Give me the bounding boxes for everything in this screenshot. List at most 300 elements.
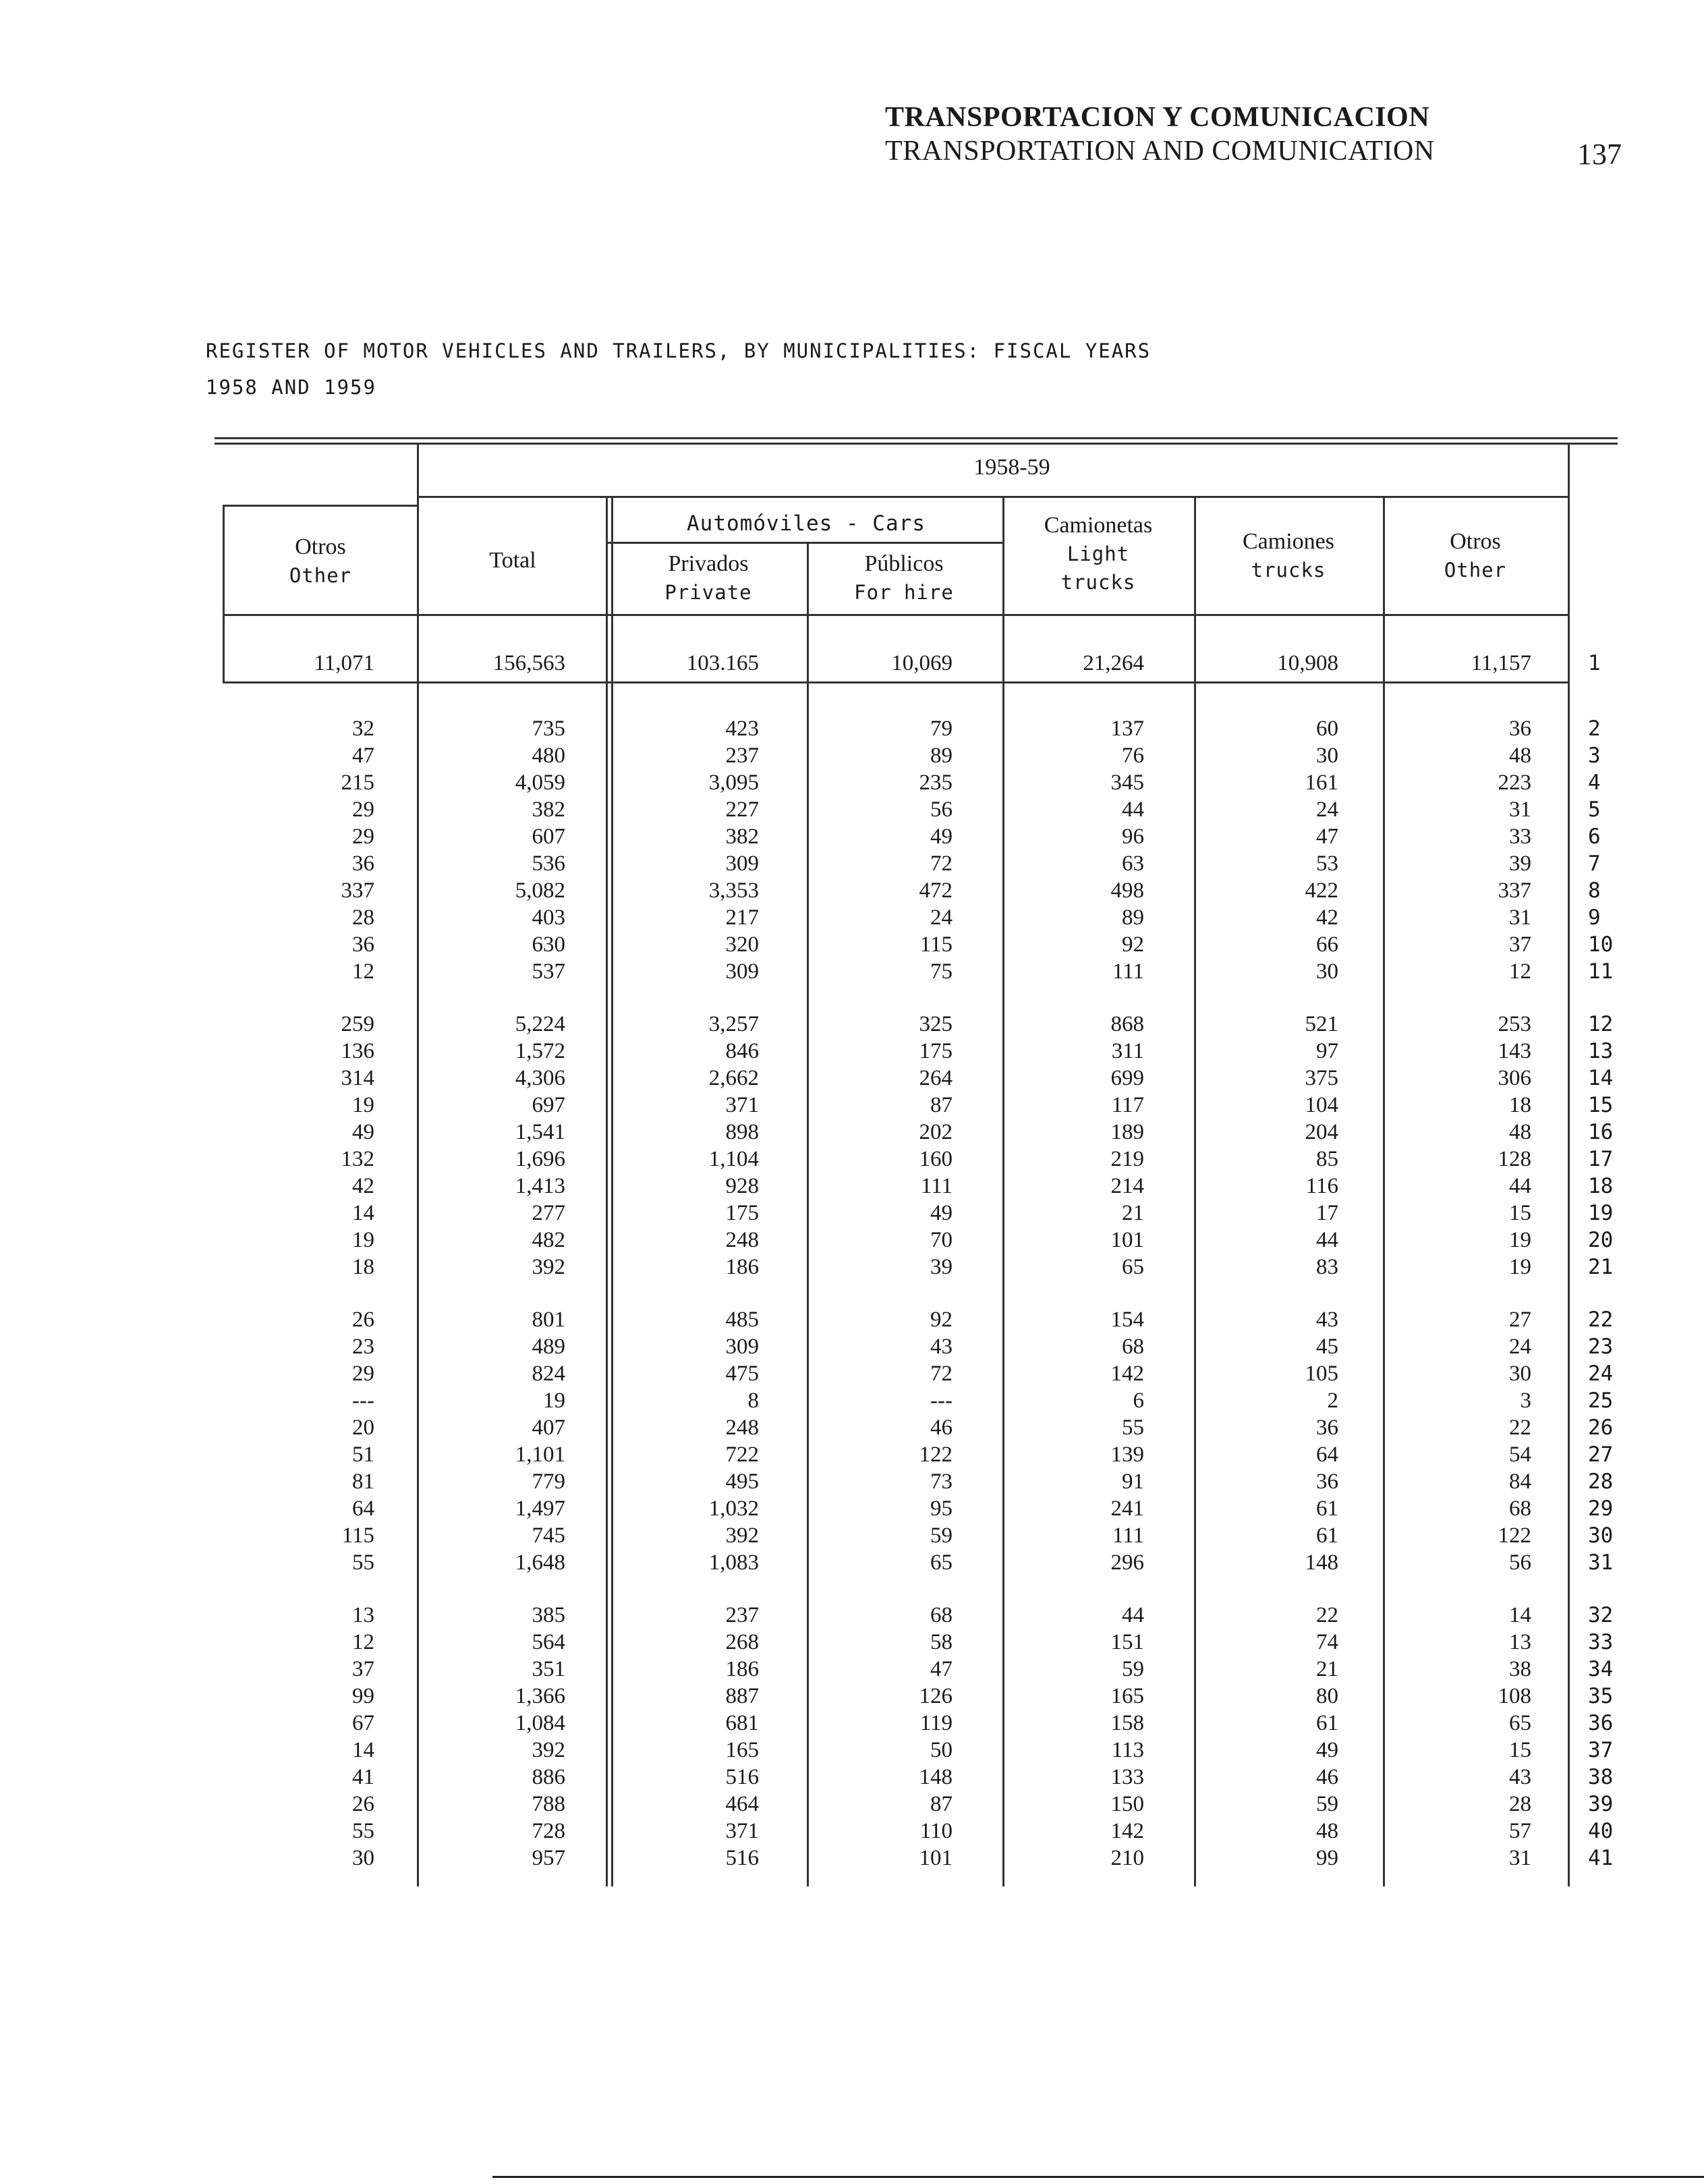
top-rule — [215, 437, 1618, 439]
cell-camiones: 2 — [1327, 1389, 1338, 1413]
cell-camionetas: 139 — [1110, 1443, 1144, 1467]
cell-camiones: 105 — [1305, 1362, 1338, 1386]
cell-camionetas: 165 — [1110, 1684, 1144, 1708]
cell-privados: 464 — [725, 1792, 759, 1816]
cell-otros-right: 48 — [1509, 744, 1531, 768]
cell-publicos: 10,069 — [891, 651, 953, 675]
cell-publicos: 49 — [930, 824, 953, 849]
cell-total: 536 — [532, 851, 565, 876]
section-title-spanish: TRANSPORTACION Y COMUNICACION — [885, 102, 1430, 133]
row-number: 36 — [1588, 1711, 1614, 1735]
cell-publicos: 325 — [919, 1012, 953, 1036]
cell-publicos: 72 — [930, 851, 953, 876]
row-number: 35 — [1588, 1684, 1614, 1708]
cell-total: 1,696 — [515, 1147, 565, 1171]
cell-otros-left: 314 — [341, 1066, 374, 1090]
cell-publicos: 73 — [930, 1469, 953, 1494]
cell-camiones: 30 — [1316, 744, 1338, 768]
cell-camionetas: 219 — [1110, 1147, 1144, 1171]
cell-publicos: 46 — [930, 1416, 953, 1440]
cell-otros-right: 128 — [1498, 1147, 1531, 1171]
cell-privados: 217 — [725, 905, 759, 930]
divider-camiones — [1194, 496, 1196, 1886]
cell-otros-left: 49 — [352, 1120, 374, 1144]
row-number: 40 — [1588, 1819, 1614, 1843]
header-privados-en: Private — [664, 581, 752, 604]
cell-otros-right: 12 — [1509, 959, 1531, 984]
cell-otros-left: 55 — [352, 1819, 374, 1843]
cell-camiones: 48 — [1316, 1819, 1338, 1843]
cell-privados: 1,104 — [708, 1147, 759, 1171]
cell-publicos: 95 — [930, 1496, 953, 1521]
cell-camionetas: 63 — [1122, 851, 1144, 876]
cell-camiones: 61 — [1316, 1523, 1338, 1548]
cell-otros-left: 47 — [352, 744, 374, 768]
row-number: 12 — [1588, 1012, 1614, 1036]
cell-publicos: 126 — [919, 1684, 953, 1708]
divider-camionetas — [1002, 496, 1004, 1886]
cell-camiones: 36 — [1316, 1469, 1338, 1494]
divider-row-numbers — [1568, 443, 1570, 1886]
cell-otros-left: 12 — [352, 959, 374, 984]
header-camionetas-es: Camionetas — [1044, 513, 1153, 538]
cell-camiones: 22 — [1316, 1603, 1338, 1627]
cell-otros-right: 15 — [1509, 1738, 1531, 1762]
header-otros-left-en: Other — [289, 564, 352, 587]
cell-camionetas: 21,264 — [1083, 651, 1144, 675]
cell-camionetas: 158 — [1110, 1711, 1144, 1735]
cell-publicos: 119 — [919, 1711, 953, 1735]
cell-camionetas: 117 — [1111, 1093, 1144, 1117]
cell-privados: 681 — [725, 1711, 759, 1735]
period-rule — [417, 496, 1569, 498]
cell-camiones: 59 — [1316, 1792, 1338, 1816]
cell-otros-left: 12 — [352, 1630, 374, 1654]
divider-total — [417, 443, 419, 1886]
header-camionetas — [1005, 511, 1191, 596]
cell-otros-left: --- — [352, 1389, 374, 1413]
row-number: 11 — [1588, 959, 1614, 984]
cell-camiones: 148 — [1305, 1550, 1338, 1575]
cell-camionetas: 89 — [1122, 905, 1144, 930]
cell-otros-right: 337 — [1498, 878, 1531, 903]
cell-otros-right: 122 — [1498, 1523, 1531, 1548]
cell-total: 697 — [532, 1093, 565, 1117]
cell-total: 407 — [532, 1416, 565, 1440]
cell-otros-left: 337 — [341, 878, 374, 903]
cell-privados: 371 — [725, 1093, 759, 1117]
cell-total: 1,101 — [515, 1443, 565, 1467]
cell-otros-right: 3 — [1520, 1389, 1531, 1413]
cell-publicos: --- — [930, 1389, 953, 1413]
cell-publicos: 72 — [930, 1362, 953, 1386]
cell-camiones: 61 — [1316, 1496, 1338, 1521]
cell-otros-left: 14 — [352, 1738, 374, 1762]
cell-camionetas: 59 — [1122, 1657, 1144, 1681]
cell-otros-right: 43 — [1509, 1765, 1531, 1789]
cell-privados: 165 — [725, 1738, 759, 1762]
cell-otros-left: 19 — [352, 1228, 374, 1252]
cell-camiones: 104 — [1305, 1093, 1338, 1117]
cell-otros-left: 81 — [352, 1469, 374, 1494]
cell-total: 489 — [532, 1335, 565, 1359]
cell-camionetas: 214 — [1110, 1174, 1144, 1198]
cell-privados: 248 — [725, 1416, 759, 1440]
cell-otros-right: 28 — [1509, 1792, 1531, 1816]
cell-publicos: 75 — [930, 959, 953, 984]
cell-camionetas: 113 — [1111, 1738, 1144, 1762]
cell-publicos: 59 — [930, 1523, 953, 1548]
row-number: 10 — [1588, 932, 1614, 957]
cell-camiones: 97 — [1316, 1039, 1338, 1063]
cell-camiones: 45 — [1316, 1335, 1338, 1359]
cell-total: 1,648 — [515, 1550, 565, 1575]
row-number: 22 — [1588, 1308, 1614, 1332]
cell-privados: 485 — [725, 1308, 759, 1332]
cell-otros-left: 26 — [352, 1792, 374, 1816]
cell-privados: 516 — [725, 1846, 759, 1870]
cell-privados: 846 — [725, 1039, 759, 1063]
cell-publicos: 235 — [919, 771, 953, 795]
row-number: 33 — [1588, 1630, 1614, 1654]
cell-otros-right: 37 — [1509, 932, 1531, 957]
cell-otros-right: 31 — [1509, 797, 1531, 822]
cell-camiones: 43 — [1316, 1308, 1338, 1332]
cell-otros-left: 13 — [352, 1603, 374, 1627]
cell-otros-right: 39 — [1509, 851, 1531, 876]
cell-otros-left: 23 — [352, 1335, 374, 1359]
cell-otros-left: 26 — [352, 1308, 374, 1332]
cell-total: 5,224 — [515, 1012, 565, 1036]
top-rule-double — [215, 443, 1618, 445]
cell-camionetas: 6 — [1133, 1389, 1144, 1413]
cell-otros-right: 11,157 — [1471, 651, 1531, 675]
row-number: 18 — [1588, 1174, 1614, 1198]
cell-privados: 887 — [725, 1684, 759, 1708]
cell-otros-right: 14 — [1509, 1603, 1531, 1627]
cell-privados: 320 — [725, 932, 759, 957]
cell-camiones: 21 — [1316, 1657, 1338, 1681]
divider-otros — [1383, 496, 1385, 1886]
row-number: 25 — [1588, 1389, 1614, 1413]
cell-privados: 309 — [725, 959, 759, 984]
cell-privados: 175 — [725, 1201, 759, 1225]
cell-camionetas: 154 — [1110, 1308, 1144, 1332]
period-label: 1958-59 — [973, 455, 1050, 480]
header-camiones-es: Camiones — [1243, 529, 1334, 554]
cell-camionetas: 92 — [1122, 932, 1144, 957]
cell-privados: 309 — [725, 1335, 759, 1359]
cell-otros-right: 31 — [1509, 905, 1531, 930]
header-automoviles — [614, 509, 998, 538]
cell-otros-right: 27 — [1509, 1308, 1531, 1332]
header-bottom-rule — [223, 614, 1569, 616]
cell-total: 886 — [532, 1765, 565, 1789]
cell-publicos: 111 — [920, 1174, 953, 1198]
row-number: 8 — [1588, 878, 1601, 903]
cell-total: 824 — [532, 1362, 565, 1386]
cell-privados: 227 — [725, 797, 759, 822]
cell-camiones: 61 — [1316, 1711, 1338, 1735]
cell-publicos: 175 — [919, 1039, 953, 1063]
cell-otros-left: 28 — [352, 905, 374, 930]
row-number: 13 — [1588, 1039, 1614, 1063]
row-number: 29 — [1588, 1496, 1614, 1521]
cell-camiones: 422 — [1305, 878, 1338, 903]
cell-camionetas: 101 — [1110, 1228, 1144, 1252]
cell-otros-left: 115 — [341, 1523, 374, 1548]
cell-total: 382 — [532, 797, 565, 822]
cell-camiones: 116 — [1305, 1174, 1338, 1198]
cell-camiones: 99 — [1316, 1846, 1338, 1870]
cell-publicos: 65 — [930, 1550, 953, 1575]
cell-privados: 898 — [725, 1120, 759, 1144]
cell-otros-right: 108 — [1498, 1684, 1531, 1708]
cell-camionetas: 44 — [1122, 1603, 1144, 1627]
cell-publicos: 115 — [919, 932, 953, 957]
page-bottom-rule — [492, 2176, 1704, 2178]
cell-camionetas: 150 — [1110, 1792, 1144, 1816]
cell-otros-right: 54 — [1509, 1443, 1531, 1467]
cell-total: 564 — [532, 1630, 565, 1654]
cell-privados: 309 — [725, 851, 759, 876]
cell-privados: 371 — [725, 1819, 759, 1843]
page-number: 137 — [1577, 138, 1622, 171]
cell-publicos: 160 — [919, 1147, 953, 1171]
cell-camionetas: 55 — [1122, 1416, 1144, 1440]
cell-otros-left: 259 — [341, 1012, 374, 1036]
cell-camiones: 53 — [1316, 851, 1338, 876]
cell-camiones: 60 — [1316, 717, 1338, 741]
cell-camiones: 46 — [1316, 1765, 1338, 1789]
cell-total: 351 — [532, 1657, 565, 1681]
header-otros-left-es: Otros — [295, 534, 346, 559]
cell-privados: 495 — [725, 1469, 759, 1494]
header-camionetas-en2: trucks — [1060, 571, 1136, 594]
row-number: 28 — [1588, 1469, 1614, 1494]
row-number: 32 — [1588, 1603, 1614, 1627]
cell-otros-left: 51 — [352, 1443, 374, 1467]
row-number: 1 — [1588, 651, 1601, 675]
cell-camiones: 24 — [1316, 797, 1338, 822]
cell-privados: 268 — [725, 1630, 759, 1654]
cell-publicos: 87 — [930, 1792, 953, 1816]
cell-camionetas: 345 — [1110, 771, 1144, 795]
cell-camionetas: 111 — [1112, 1523, 1144, 1548]
cell-otros-right: 84 — [1509, 1469, 1531, 1494]
cell-privados: 237 — [725, 744, 759, 768]
row-number: 20 — [1588, 1228, 1614, 1252]
cell-total: 403 — [532, 905, 565, 930]
cell-otros-left: 30 — [352, 1846, 374, 1870]
cell-camiones: 17 — [1316, 1201, 1338, 1225]
cell-camiones: 204 — [1305, 1120, 1338, 1144]
cell-camionetas: 44 — [1122, 797, 1144, 822]
cell-otros-left: 11,071 — [314, 651, 374, 675]
cell-camiones: 30 — [1316, 959, 1338, 984]
cell-otros-right: 18 — [1509, 1093, 1531, 1117]
cell-camionetas: 68 — [1122, 1335, 1144, 1359]
cell-camionetas: 133 — [1110, 1765, 1144, 1789]
cell-privados: 186 — [725, 1657, 759, 1681]
cell-camiones: 83 — [1316, 1255, 1338, 1279]
table-title-line-2: 1958 AND 1959 — [206, 376, 376, 399]
cell-privados: 3,095 — [708, 771, 759, 795]
cell-camionetas: 21 — [1122, 1201, 1144, 1225]
cell-otros-right: 36 — [1509, 717, 1531, 741]
cell-total: 1,497 — [515, 1496, 565, 1521]
row-number: 39 — [1588, 1792, 1614, 1816]
cell-camionetas: 137 — [1110, 717, 1144, 741]
cell-privados: 3,257 — [708, 1012, 759, 1036]
cell-publicos: 24 — [930, 905, 953, 930]
cell-camiones: 47 — [1316, 824, 1338, 849]
cell-publicos: 87 — [930, 1093, 953, 1117]
row-number: 38 — [1588, 1765, 1614, 1789]
cell-publicos: 122 — [919, 1443, 953, 1467]
cell-otros-left: 67 — [352, 1711, 374, 1735]
cell-camionetas: 311 — [1111, 1039, 1144, 1063]
cell-privados: 382 — [725, 824, 759, 849]
section-title-english: TRANSPORTATION AND COMUNICATION — [885, 136, 1435, 167]
cell-publicos: 47 — [930, 1657, 953, 1681]
cell-otros-left: 19 — [352, 1093, 374, 1117]
cell-privados: 722 — [725, 1443, 759, 1467]
cell-otros-right: 44 — [1509, 1174, 1531, 1198]
header-camionetas-en1: Light — [1067, 542, 1130, 565]
cell-privados: 516 — [725, 1765, 759, 1789]
cell-otros-left: 42 — [352, 1174, 374, 1198]
cell-privados: 2,662 — [708, 1066, 759, 1090]
header-camiones — [1197, 528, 1380, 584]
row-number: 26 — [1588, 1416, 1614, 1440]
cell-otros-right: 19 — [1509, 1255, 1531, 1279]
cell-otros-right: 65 — [1509, 1711, 1531, 1735]
cell-publicos: 202 — [919, 1120, 953, 1144]
cell-total: 482 — [532, 1228, 565, 1252]
row-number: 5 — [1588, 797, 1601, 822]
cell-privados: 103.165 — [686, 651, 759, 675]
cell-total: 1,084 — [515, 1711, 565, 1735]
cell-total: 1,541 — [515, 1120, 565, 1144]
cell-publicos: 89 — [930, 744, 953, 768]
cell-camiones: 521 — [1305, 1012, 1338, 1036]
cell-otros-left: 55 — [352, 1550, 374, 1575]
header-otros-left — [229, 533, 411, 590]
header-publicos-es: Públicos — [864, 551, 944, 576]
cell-total: 537 — [532, 959, 565, 984]
cell-publicos: 49 — [930, 1201, 953, 1225]
cell-privados: 392 — [725, 1523, 759, 1548]
header-privados-es: Privados — [668, 551, 749, 576]
cell-camionetas: 699 — [1110, 1066, 1144, 1090]
cell-otros-right: 15 — [1509, 1201, 1531, 1225]
cell-otros-right: 68 — [1509, 1496, 1531, 1521]
cell-privados: 8 — [747, 1389, 759, 1413]
cell-total: 779 — [532, 1469, 565, 1494]
cell-otros-left: 29 — [352, 824, 374, 849]
row-number: 31 — [1588, 1550, 1614, 1575]
row-number: 15 — [1588, 1093, 1614, 1117]
row-number: 7 — [1588, 851, 1601, 876]
row-number: 16 — [1588, 1120, 1614, 1144]
cell-camiones: 42 — [1316, 905, 1338, 930]
cell-publicos: 101 — [919, 1846, 953, 1870]
row-number: 34 — [1588, 1657, 1614, 1681]
cell-total: 728 — [532, 1819, 565, 1843]
cell-publicos: 58 — [930, 1630, 953, 1654]
cell-camionetas: 142 — [1110, 1819, 1144, 1843]
cell-otros-right: 38 — [1509, 1657, 1531, 1681]
cell-otros-left: 14 — [352, 1201, 374, 1225]
cell-publicos: 92 — [930, 1308, 953, 1332]
cell-camionetas: 111 — [1112, 959, 1144, 984]
cell-total: 392 — [532, 1255, 565, 1279]
cell-otros-right: 57 — [1509, 1819, 1531, 1843]
cell-camiones: 74 — [1316, 1630, 1338, 1654]
cell-otros-right: 19 — [1509, 1228, 1531, 1252]
cell-camionetas: 151 — [1110, 1630, 1144, 1654]
cell-total: 1,572 — [515, 1039, 565, 1063]
cell-total: 385 — [532, 1603, 565, 1627]
cell-otros-left: 215 — [341, 771, 374, 795]
cell-otros-right: 31 — [1509, 1846, 1531, 1870]
cell-publicos: 148 — [919, 1765, 953, 1789]
cell-camionetas: 91 — [1122, 1469, 1144, 1494]
cell-otros-right: 306 — [1498, 1066, 1531, 1090]
cell-otros-right: 143 — [1498, 1039, 1531, 1063]
cell-camionetas: 210 — [1110, 1846, 1144, 1870]
row-number: 3 — [1588, 744, 1601, 768]
cell-camiones: 49 — [1316, 1738, 1338, 1762]
cell-otros-right: 33 — [1509, 824, 1531, 849]
cell-total: 607 — [532, 824, 565, 849]
cell-otros-left: 20 — [352, 1416, 374, 1440]
cell-total: 630 — [532, 932, 565, 957]
cell-total: 1,413 — [515, 1174, 565, 1198]
cell-camiones: 80 — [1316, 1684, 1338, 1708]
header-total — [425, 547, 600, 575]
cell-otros-left: 36 — [352, 851, 374, 876]
header-privados — [614, 550, 803, 607]
cell-privados: 423 — [725, 717, 759, 741]
left-border — [223, 505, 225, 681]
cell-camionetas: 296 — [1110, 1550, 1144, 1575]
cell-publicos: 70 — [930, 1228, 953, 1252]
header-otros-right-en: Other — [1444, 559, 1507, 582]
cell-camiones: 85 — [1316, 1147, 1338, 1171]
cell-otros-left: 41 — [352, 1765, 374, 1789]
cell-camionetas: 65 — [1122, 1255, 1144, 1279]
cell-otros-right: 253 — [1498, 1012, 1531, 1036]
cell-otros-right: 24 — [1509, 1335, 1531, 1359]
cell-otros-left: 36 — [352, 932, 374, 957]
row-number: 6 — [1588, 824, 1601, 849]
cell-otros-left: 37 — [352, 1657, 374, 1681]
row-number: 21 — [1588, 1255, 1614, 1279]
cell-publicos: 68 — [930, 1603, 953, 1627]
header-automoviles-es: Automóviles - Cars — [687, 511, 926, 536]
cell-total: 4,059 — [515, 771, 565, 795]
cell-publicos: 264 — [919, 1066, 953, 1090]
row-number: 24 — [1588, 1362, 1614, 1386]
cell-publicos: 50 — [930, 1738, 953, 1762]
cell-privados: 475 — [725, 1362, 759, 1386]
cell-privados: 928 — [725, 1174, 759, 1198]
cell-otros-left: 29 — [352, 1362, 374, 1386]
header-otros-right-es: Otros — [1450, 529, 1501, 554]
row-number: 30 — [1588, 1523, 1614, 1548]
